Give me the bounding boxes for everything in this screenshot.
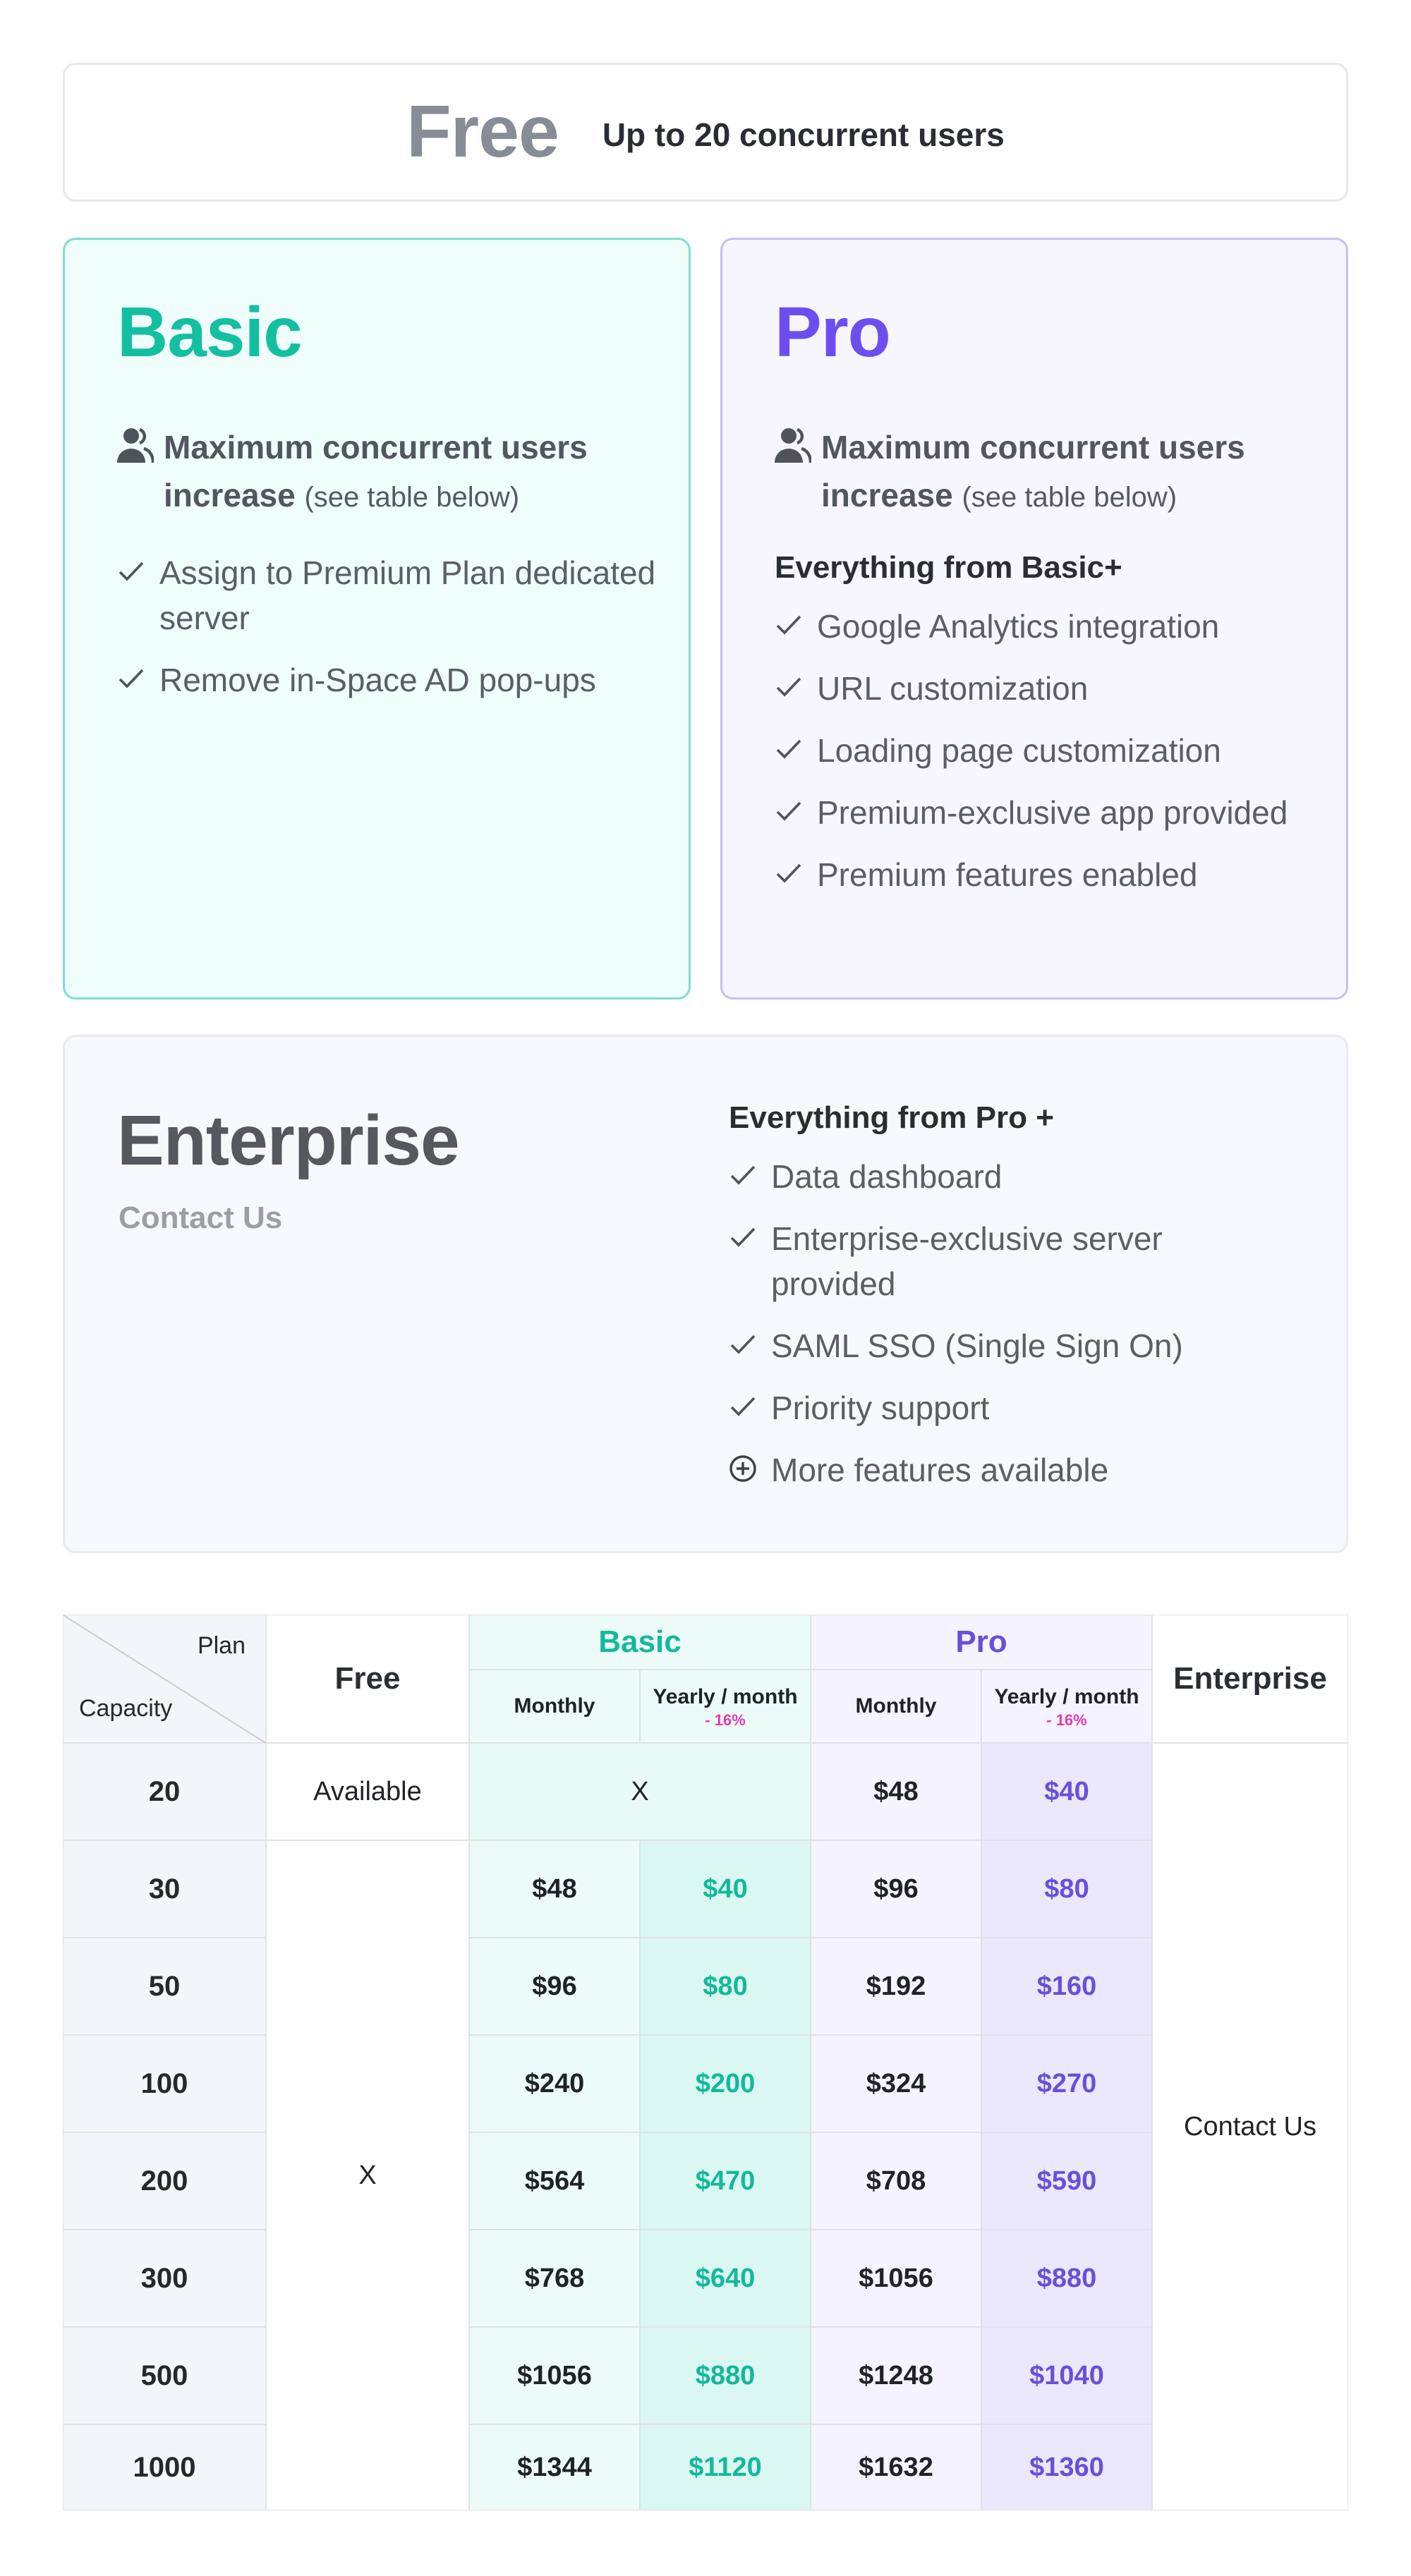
basic-monthly-label: Monthly <box>514 1694 595 1718</box>
corner-capacity-label: Capacity <box>79 1695 173 1722</box>
basic-monthly-price: $1056 <box>469 2327 640 2424</box>
basic-monthly-price: $48 <box>469 1840 640 1938</box>
users-icon <box>775 426 811 466</box>
pro-yearly-price: $160 <box>981 1938 1152 2035</box>
basic-yearly-price: $200 <box>640 2035 811 2132</box>
capacity-cell: 300 <box>63 2230 266 2327</box>
pro-yearly-price: $590 <box>981 2132 1152 2230</box>
pro-section-heading: Everything from Basic+ <box>775 550 1122 585</box>
pro-feature-label: URL customization <box>817 670 1089 707</box>
capacity-cell: 50 <box>63 1938 266 2035</box>
basic-monthly-price: $768 <box>469 2230 640 2327</box>
pro-monthly-price: $192 <box>811 1938 981 2035</box>
pro-monthly-header <box>811 1670 981 1743</box>
pro-feature-item <box>775 604 1325 649</box>
check-icon <box>729 1161 757 1189</box>
pro-monthly-price: $324 <box>811 2035 981 2132</box>
pro-feature-item <box>775 728 1325 773</box>
free-available-cell: Available <box>266 1743 469 1840</box>
pro-feature-label: Loading page customization <box>817 732 1221 769</box>
pro-users-text <box>821 423 1311 521</box>
table-header-enterprise: Enterprise <box>1152 1615 1348 1743</box>
enterprise-more-features[interactable] <box>729 1447 1279 1493</box>
pro-monthly-price: $96 <box>811 1840 981 1938</box>
basic-yearly-header <box>640 1670 811 1743</box>
pro-yearly-price: $880 <box>981 2230 1152 2327</box>
basic-yearly-price: $470 <box>640 2132 811 2230</box>
capacity-cell: 200 <box>63 2132 266 2230</box>
basic-yearly-label: Yearly / month <box>653 1685 798 1708</box>
basic-unavailable-cell: X <box>469 1743 811 1840</box>
check-icon <box>775 673 803 701</box>
basic-users-text <box>164 423 653 521</box>
enterprise-feature-item <box>729 1385 1279 1430</box>
basic-feature-list <box>117 550 667 719</box>
basic-monthly-header <box>469 1670 640 1743</box>
pro-feature-item <box>775 666 1325 711</box>
basic-users-line <box>117 423 653 521</box>
free-plan-subtitle: Up to 20 concurrent users <box>602 116 1005 153</box>
pro-yearly-price: $80 <box>981 1840 1152 1938</box>
table-header-free: Free <box>266 1615 469 1743</box>
capacity-cell: 20 <box>63 1743 266 1840</box>
enterprise-contact-cell[interactable]: Contact Us <box>1152 1743 1348 2510</box>
free-plan-card <box>63 63 1348 202</box>
pro-yearly-price: $1040 <box>981 2327 1152 2424</box>
enterprise-feature-list <box>729 1100 1279 1509</box>
basic-plan-card <box>63 238 691 1000</box>
check-icon <box>775 611 803 639</box>
enterprise-section-heading: Everything from Pro + <box>729 1100 1054 1135</box>
check-icon <box>729 1330 757 1359</box>
pro-feature-list <box>775 550 1325 914</box>
pro-yearly-label: Yearly / month <box>994 1685 1139 1708</box>
capacity-cell: 30 <box>63 1840 266 1938</box>
basic-yearly-price: $40 <box>640 1840 811 1938</box>
check-icon <box>775 735 803 763</box>
pro-feature-label: Premium features enabled <box>817 856 1198 893</box>
free-unavailable-cell: X <box>266 1840 469 2510</box>
table-corner-cell <box>63 1615 266 1743</box>
capacity-cell: 1000 <box>63 2424 266 2510</box>
pro-feature-item <box>775 852 1325 897</box>
pro-plan-card <box>720 238 1348 1000</box>
pro-feature-item <box>775 790 1325 835</box>
pro-monthly-label: Monthly <box>855 1694 937 1718</box>
check-icon <box>775 797 803 825</box>
pro-feature-label: Premium-exclusive app provided <box>817 794 1288 831</box>
pro-yearly-price: $40 <box>981 1743 1152 1840</box>
basic-monthly-price: $1344 <box>469 2424 640 2510</box>
users-icon <box>117 426 154 466</box>
basic-plan-title: Basic <box>117 293 302 372</box>
pro-monthly-price: $708 <box>811 2132 981 2230</box>
check-icon <box>775 859 803 887</box>
pro-users-note: (see table below) <box>962 482 1177 513</box>
plus-circle-icon <box>729 1454 757 1483</box>
pro-monthly-price: $48 <box>811 1743 981 1840</box>
enterprise-feature-item <box>729 1154 1279 1199</box>
pro-yearly-price: $270 <box>981 2035 1152 2132</box>
enterprise-contact-link[interactable]: Contact Us <box>119 1201 283 1235</box>
pricing-table <box>63 1615 1348 2510</box>
pro-plan-title: Pro <box>775 293 890 372</box>
enterprise-feature-label: Priority support <box>771 1390 990 1426</box>
basic-discount-badge: - 16% <box>705 1711 746 1729</box>
capacity-cell: 500 <box>63 2327 266 2424</box>
table-header-basic: Basic <box>469 1615 811 1670</box>
pro-monthly-price: $1248 <box>811 2327 981 2424</box>
free-plan-title: Free <box>406 91 559 173</box>
basic-users-note: (see table below) <box>304 482 520 513</box>
enterprise-feature-label: Enterprise-exclusive server provided <box>771 1220 1163 1302</box>
pro-monthly-price: $1056 <box>811 2230 981 2327</box>
basic-feature-label: Remove in-Space AD pop-ups <box>159 662 596 698</box>
check-icon <box>117 664 145 693</box>
enterprise-more-label: More features available <box>771 1452 1109 1488</box>
enterprise-feature-item <box>729 1323 1279 1368</box>
basic-yearly-price: $640 <box>640 2230 811 2327</box>
pro-yearly-price: $1360 <box>981 2424 1152 2510</box>
enterprise-feature-item <box>729 1216 1279 1306</box>
basic-yearly-price: $80 <box>640 1938 811 2035</box>
pro-monthly-price: $1632 <box>811 2424 981 2510</box>
check-icon <box>117 557 145 585</box>
basic-monthly-price: $240 <box>469 2035 640 2132</box>
pro-yearly-header <box>981 1670 1152 1743</box>
corner-plan-label: Plan <box>197 1632 246 1659</box>
basic-users-label: Maximum concurrent users increase <box>164 429 588 514</box>
check-icon <box>729 1392 757 1421</box>
enterprise-plan-card <box>63 1035 1348 1553</box>
basic-yearly-price: $1120 <box>640 2424 811 2510</box>
pro-feature-label: Google Analytics integration <box>817 608 1220 645</box>
enterprise-plan-title: Enterprise <box>117 1101 459 1180</box>
enterprise-feature-label: SAML SSO (Single Sign On) <box>771 1328 1183 1364</box>
basic-yearly-price: $880 <box>640 2327 811 2424</box>
pro-users-label: Maximum concurrent users increase <box>821 429 1245 514</box>
basic-monthly-price: $96 <box>469 1938 640 2035</box>
basic-monthly-price: $564 <box>469 2132 640 2230</box>
basic-feature-item <box>117 657 667 703</box>
enterprise-feature-label: Data dashboard <box>771 1158 1003 1195</box>
pro-users-line <box>775 423 1311 521</box>
pro-discount-badge: - 16% <box>1046 1711 1087 1729</box>
capacity-cell: 100 <box>63 2035 266 2132</box>
check-icon <box>729 1223 757 1251</box>
table-header-pro: Pro <box>811 1615 1152 1670</box>
basic-feature-item <box>117 550 667 640</box>
basic-feature-label: Assign to Premium Plan dedicated server <box>159 554 656 636</box>
